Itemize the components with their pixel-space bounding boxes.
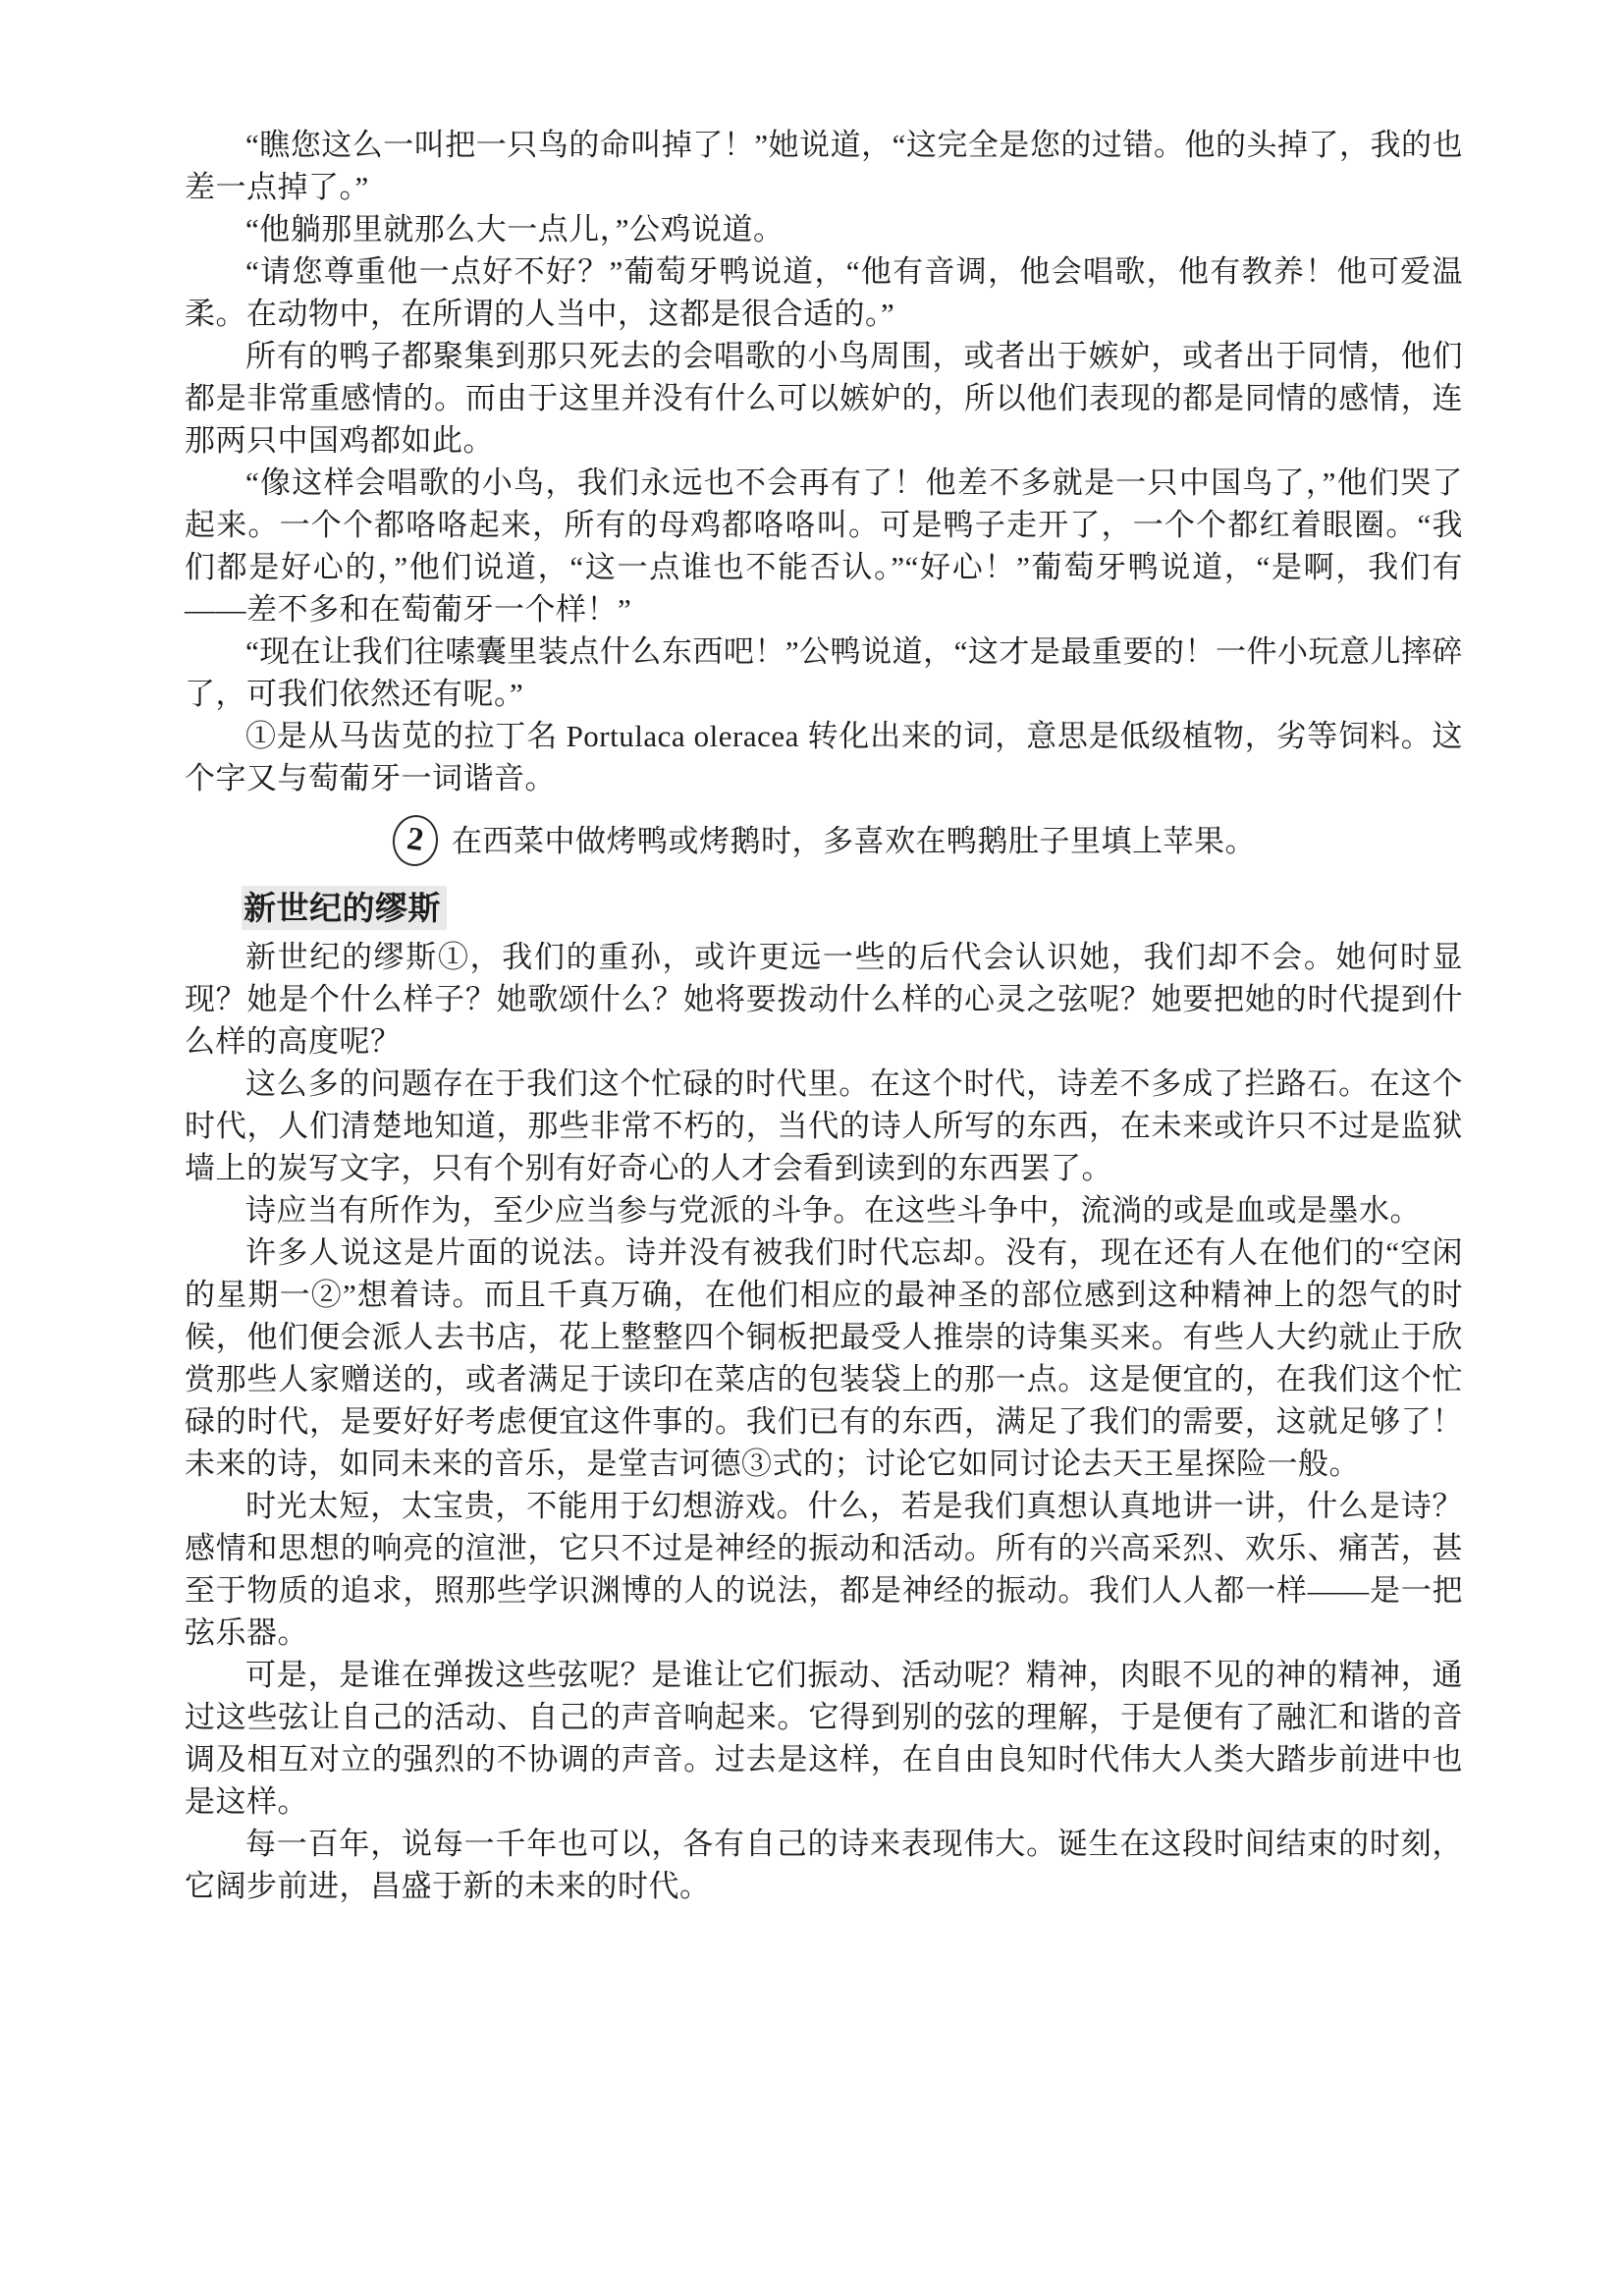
footnote-2 [185, 815, 1463, 866]
section-heading: 新世纪的缪斯 [242, 886, 447, 930]
story-paragraph: 所有的鸭子都聚集到那只死去的会唱歌的小鸟周围，或者出于嫉妒，或者出于同情，他们都是非常重感情的。而由于这里并没有什么可以嫉妒的，所以他们表现的都是同情的感情，连那两只中国鸡都如此。 [185, 339, 1463, 458]
footnote-1: ①是从马齿苋的拉丁名 Portulaca oleracea 转化出来的词，意思是低级植物，劣等饲料。这个字又与萄葡牙一词谐音。 [185, 719, 1463, 795]
page-content [185, 124, 1463, 1907]
story-paragraph: “请您尊重他一点好不好？”葡萄牙鸭说道，“他有音调，他会唱歌，他有教养！他可爱温柔。在动物中，在所谓的人当中，这都是很合适的。” [185, 254, 1463, 331]
section-heading-row [185, 886, 1463, 930]
muse-paragraph: 时光太短，太宝贵，不能用于幻想游戏。什么，若是我们真想认真地讲一讲，什么是诗？感情和思想的响亮的渲泄，它只不过是神经的振动和活动。所有的兴高采烈、欢乐、痛苦，甚至于物质的追求，照那些学识渊博的人的说法，都是神经的振动。我们人人都一样——是一把弦乐器。 [185, 1489, 1463, 1650]
story-paragraph: “像这样会唱歌的小鸟，我们永远也不会再有了！他差不多就是一只中国鸟了，”他们哭了起来。一个个都咯咯起来，所有的母鸡都咯咯叫。可是鸭子走开了，一个个都红着眼圈。“我们都是好心的，”他们说道，“这一点谁也不能否认。”“好心！”葡萄牙鸭说道，“是啊，我们有——差不多和在萄葡牙一个样！” [185, 465, 1463, 627]
muse-paragraph: 可是，是谁在弹拨这些弦呢？是谁让它们振动、活动呢？精神，肉眼不见的神的精神，通过这些弦让自己的活动、自己的声音响起来。它得到别的弦的理解，于是便有了融汇和谐的音调及相互对立的强烈的不协调的声音。过去是这样，在自由良知时代伟大人类大踏步前进中也是这样。 [185, 1658, 1463, 1819]
muse-paragraph: 这么多的问题存在于我们这个忙碌的时代里。在这个时代，诗差不多成了拦路石。在这个时代，人们清楚地知道，那些非常不朽的，当代的诗人所写的东西，在未来或许只不过是监狱墙上的炭写文字，只有个别有好奇心的人才会看到读到的东西罢了。 [185, 1066, 1463, 1185]
muse-paragraph: 每一百年，说每一千年也可以，各有自己的诗来表现伟大。诞生在这段时间结束的时刻，它阔步前进，昌盛于新的未来的时代。 [185, 1827, 1463, 1903]
story-paragraph: “他躺那里就那么大一点儿，”公鸡说道。 [245, 212, 784, 246]
muse-paragraph: 许多人说这是片面的说法。诗并没有被我们时代忘却。没有，现在还有人在他们的“空闲的星期一②”想着诗。而且千真万确，在他们相应的最神圣的部位感到这种精神上的怨气的时候，他们便会派人去书店，花上整整四个铜板把最受人推崇的诗集买来。有些人大约就止于欣赏那些人家赠送的，或者满足于读印在菜店的包装袋上的那一点。这是便宜的，在我们这个忙碌的时代，是要好好考虑便宜这件事的。我们已有的东西，满足了我们的需要，这就足够了！未来的诗，如同未来的音乐，是堂吉诃德③式的；讨论它如同讨论去天王星探险一般。 [185, 1235, 1463, 1481]
circled-2-marker: 2 [390, 812, 442, 869]
muse-paragraph: 诗应当有所作为，至少应当参与党派的斗争。在这些斗争中，流淌的或是血或是墨水。 [245, 1193, 1421, 1228]
muse-paragraph: 新世纪的缪斯①，我们的重孙，或许更远一些的后代会认识她，我们却不会。她何时显现？她是个什么样子？她歌颂什么？她将要拨动什么样的心灵之弦呢？她要把她的时代提到什么样的高度呢？ [185, 940, 1463, 1059]
footnote-2-text: 在西菜中做烤鸭或烤鹅时，多喜欢在鸭鹅肚子里填上苹果。 [452, 823, 1256, 858]
story-paragraph: “现在让我们往嗉囊里装点什么东西吧！”公鸭说道，“这才是最重要的！一件小玩意儿摔碎了，可我们依然还有呢。” [185, 634, 1463, 711]
story-paragraph: “瞧您这么一叫把一只鸟的命叫掉了！”她说道，“这完全是您的过错。他的头掉了，我的也差一点掉了。” [185, 128, 1463, 204]
